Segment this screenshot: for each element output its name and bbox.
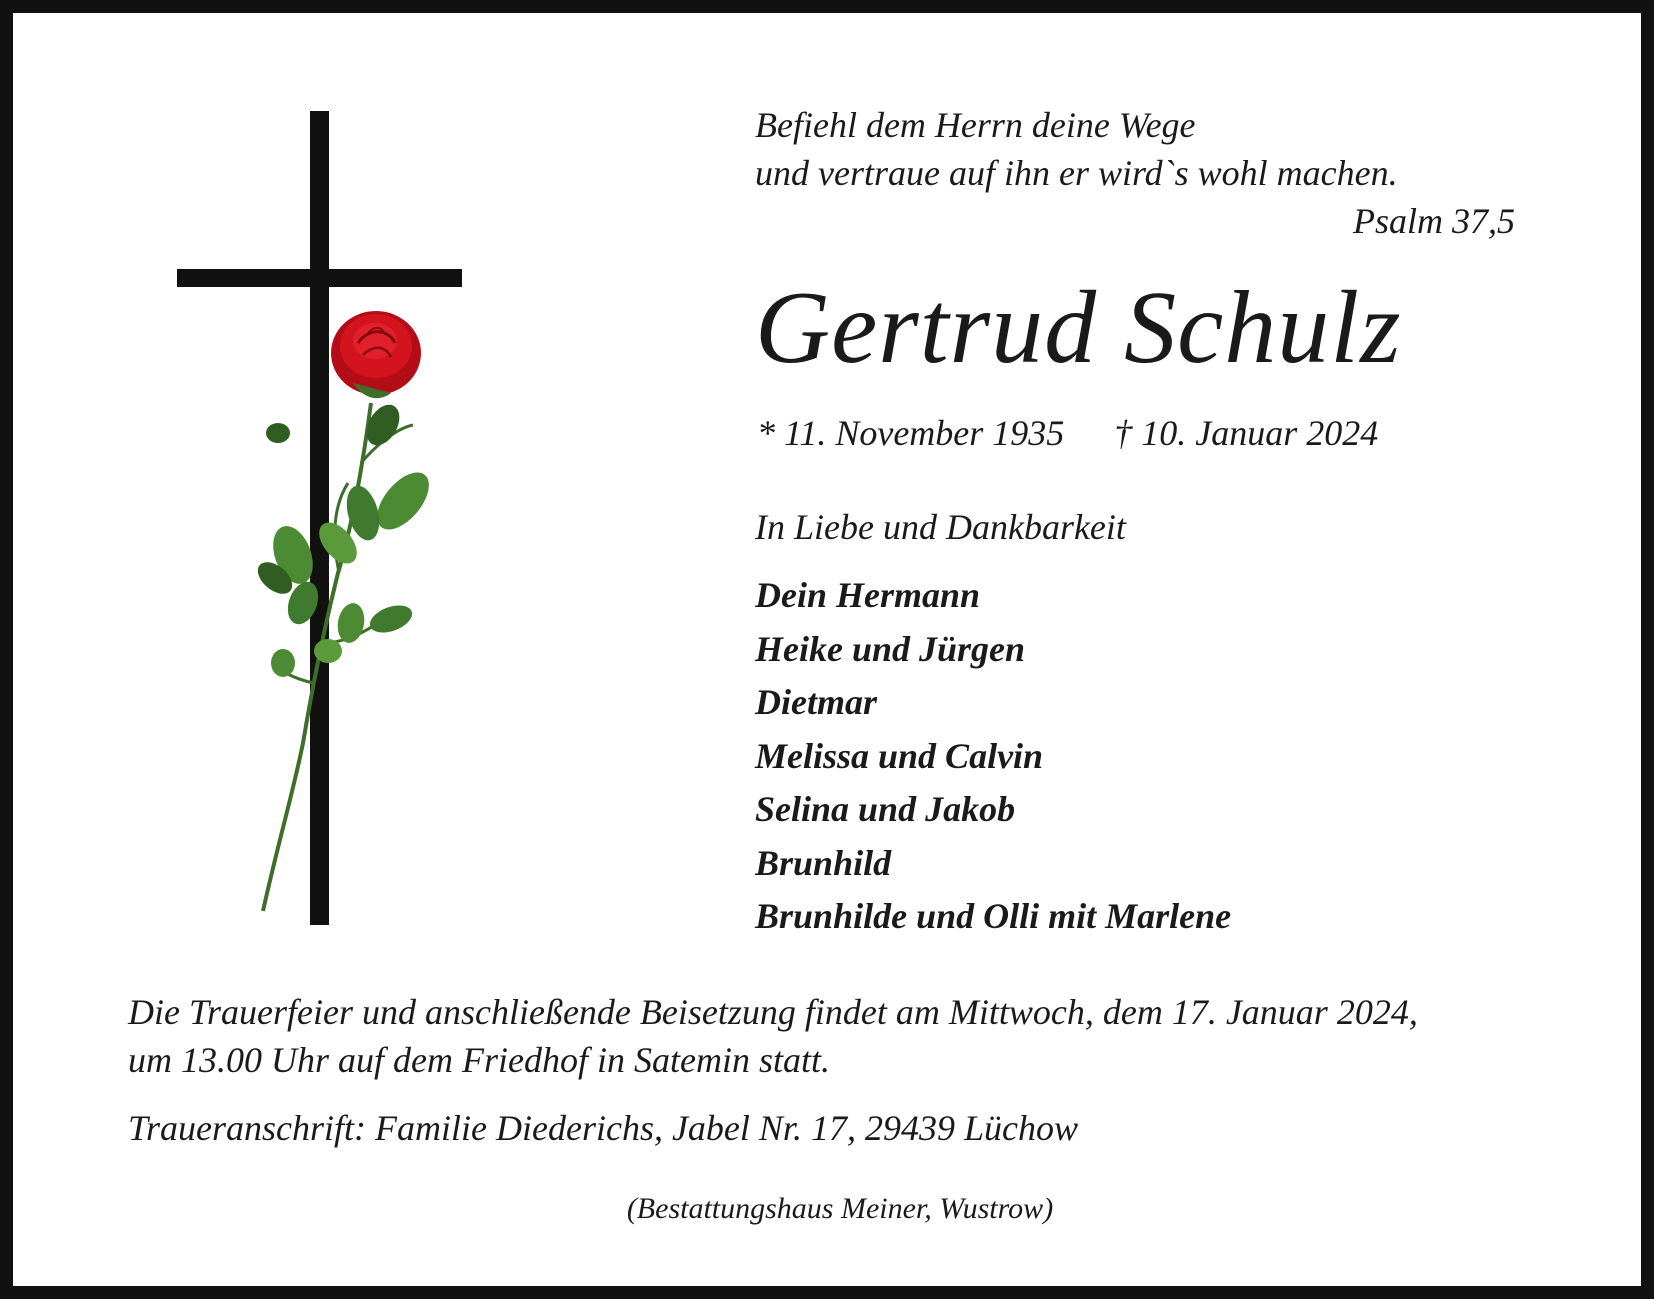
mourners-list <box>755 569 1231 944</box>
birth-date: * 11. November 1935 <box>757 413 1065 453</box>
verse-line-1: Befiehl dem Herrn deine Wege <box>755 105 1196 145</box>
service-line-2: um 13.00 Uhr auf dem Friedhof in Satemin statt. <box>128 1040 830 1080</box>
deceased-name: Gertrud Schulz <box>755 270 1402 385</box>
verse-line-2: und vertraue auf ihn er wird`s wohl machen. <box>755 153 1398 193</box>
bible-verse <box>755 101 1515 245</box>
death-date: † 10. Januar 2024 <box>1114 413 1379 453</box>
mourning-address: Traueranschrift: Familie Diederichs, Jabel Nr. 17, 29439 Lüchow <box>128 1108 1078 1148</box>
life-dates <box>757 411 1378 455</box>
list-item: Heike und Jürgen <box>755 628 1026 669</box>
rose-icon <box>252 311 439 911</box>
cross-with-rose-illustration <box>163 103 463 933</box>
list-item: Melissa und Calvin <box>755 735 1044 776</box>
verse-reference: Psalm 37,5 <box>1353 201 1515 241</box>
list-item: Brunhilde und Olli mit Marlene <box>755 896 1232 936</box>
cross-icon <box>177 111 462 925</box>
list-item: Dietmar <box>755 682 877 722</box>
undertaker-credit: (Bestattungshaus Meiner, Wustrow) <box>626 1192 1054 1225</box>
list-item: Brunhild <box>755 842 892 883</box>
service-info <box>128 988 1588 1084</box>
service-line-1: Die Trauerfeier und anschließende Beisetzung findet am Mittwoch, dem 17. Januar 2024, <box>128 992 1418 1032</box>
list-item: Selina und Jakob <box>755 789 1016 829</box>
list-item: Dein Hermann <box>755 575 981 615</box>
dedication-text: In Liebe und Dankbarkeit <box>755 507 1126 547</box>
